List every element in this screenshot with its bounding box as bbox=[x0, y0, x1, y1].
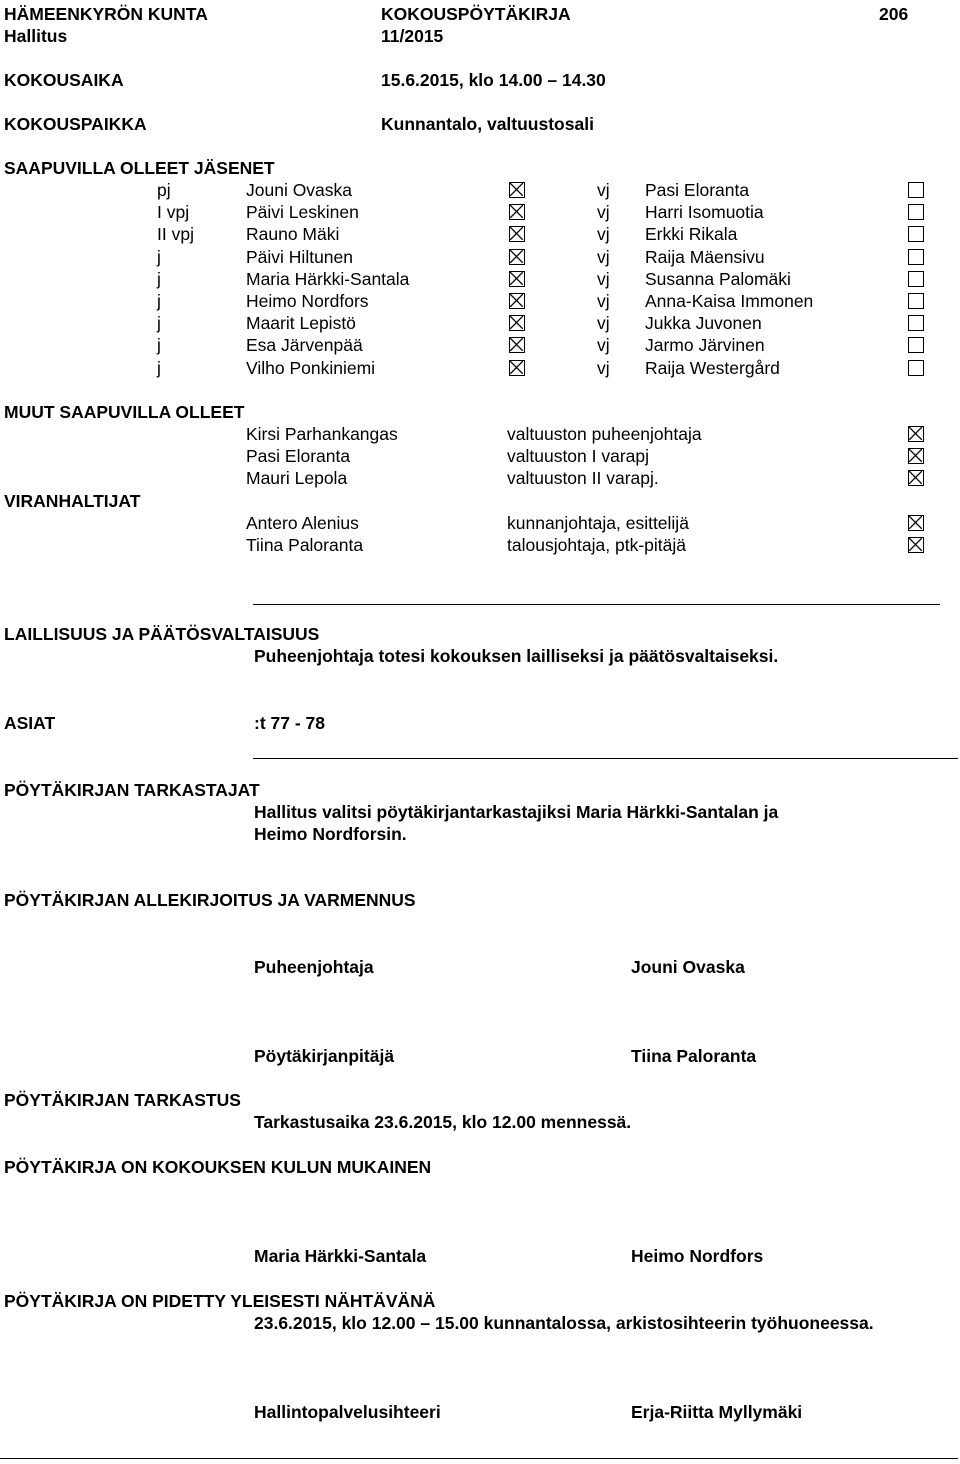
meeting-place-label: KOKOUSPAIKKA bbox=[4, 114, 147, 134]
deputy-name: Raija Mäensivu bbox=[645, 246, 765, 267]
deputy-name: Jukka Juvonen bbox=[645, 313, 762, 334]
member-present-checked-checkbox[interactable] bbox=[509, 337, 525, 353]
deputy-role: vj bbox=[597, 246, 610, 267]
deputy-present-checkbox[interactable] bbox=[908, 182, 924, 198]
official-name: Tiina Paloranta bbox=[246, 535, 364, 556]
deputy-name: Pasi Eloranta bbox=[645, 180, 750, 200]
attendee-present-checkbox[interactable] bbox=[908, 470, 924, 486]
member-role: j bbox=[157, 357, 161, 378]
legality-heading: LAILLISUUS JA PÄÄTÖSVALTAISUUS bbox=[4, 624, 320, 644]
public-heading: PÖYTÄKIRJA ON PIDETTY YLEISESTI NÄHTÄVÄNÄ bbox=[4, 1291, 436, 1311]
member-name: Rauno Mäki bbox=[246, 224, 340, 245]
review-heading: PÖYTÄKIRJAN TARKASTUS bbox=[4, 1090, 241, 1110]
member-role: II vpj bbox=[157, 224, 194, 245]
deputy-role: vj bbox=[597, 224, 610, 245]
divider-line bbox=[253, 758, 958, 759]
member-role: j bbox=[157, 335, 161, 356]
member-name: Maria Härkki-Santala bbox=[246, 268, 410, 289]
signatures-heading: PÖYTÄKIRJAN ALLEKIRJOITUS JA VARMENNUS bbox=[4, 890, 416, 910]
member-present-checked-checkbox[interactable] bbox=[509, 249, 525, 265]
deputy-present-checkbox[interactable] bbox=[908, 226, 924, 242]
deputy-role: vj bbox=[597, 180, 610, 200]
member-name: Esa Järvenpää bbox=[246, 335, 363, 356]
member-present-checked-checkbox[interactable] bbox=[509, 182, 525, 198]
public-text: 23.6.2015, klo 12.00 – 15.00 kunnantalossa, arkistosihteerin työhuoneessa. bbox=[254, 1313, 874, 1333]
member-present-checked-checkbox[interactable] bbox=[509, 204, 525, 220]
public-signer-title: Hallintopalvelusihteeri bbox=[254, 1402, 441, 1422]
divider-line bbox=[0, 1458, 958, 1459]
deputy-name: Harri Isomuotia bbox=[645, 202, 764, 223]
member-role: j bbox=[157, 246, 161, 267]
deputy-role: vj bbox=[597, 313, 610, 334]
official-title: talousjohtaja, ptk-pitäjä bbox=[507, 535, 686, 556]
inspectors-heading: PÖYTÄKIRJAN TARKASTAJAT bbox=[4, 780, 260, 800]
deputy-present-checkbox[interactable] bbox=[908, 204, 924, 220]
meeting-time-value: 15.6.2015, klo 14.00 – 14.30 bbox=[381, 70, 606, 90]
legality-text: Puheenjohtaja totesi kokouksen lailliseksi ja päätösvaltaiseksi. bbox=[254, 646, 779, 666]
chair-name: Jouni Ovaska bbox=[631, 957, 745, 977]
deputy-present-checkbox[interactable] bbox=[908, 337, 924, 353]
official-title: kunnanjohtaja, esittelijä bbox=[507, 513, 689, 533]
chair-label: Puheenjohtaja bbox=[254, 957, 374, 977]
member-name: Heimo Nordfors bbox=[246, 291, 369, 311]
deputy-role: vj bbox=[597, 268, 610, 289]
member-present-checked-checkbox[interactable] bbox=[509, 226, 525, 242]
deputy-role: vj bbox=[597, 357, 610, 378]
document-type: KOKOUSPÖYTÄKIRJA bbox=[381, 4, 571, 24]
review-text: Tarkastusaika 23.6.2015, klo 12.00 mennessä. bbox=[254, 1112, 632, 1132]
correct-signer-1: Maria Härkki-Santala bbox=[254, 1246, 427, 1266]
deputy-name: Anna-Kaisa Immonen bbox=[645, 291, 814, 311]
others-heading: MUUT SAAPUVILLA OLLEET bbox=[4, 402, 245, 422]
attendee-title: valtuuston I varapj bbox=[507, 446, 650, 467]
inspectors-text-line1: Hallitus valitsi pöytäkirjantarkastajiksi Maria Härkki-Santalan ja bbox=[254, 802, 779, 822]
deputy-name: Erkki Rikala bbox=[645, 224, 738, 245]
deputy-role: vj bbox=[597, 335, 610, 356]
inspectors-text-line2: Heimo Nordforsin. bbox=[254, 824, 407, 844]
deputy-name: Jarmo Järvinen bbox=[645, 335, 765, 356]
attendee-name: Kirsi Parhankangas bbox=[246, 424, 398, 444]
member-present-checked-checkbox[interactable] bbox=[509, 360, 525, 376]
issue-number: 11/2015 bbox=[381, 26, 444, 46]
member-name: Maarit Lepistö bbox=[246, 313, 356, 334]
officials-heading: VIRANHALTIJAT bbox=[4, 491, 141, 511]
member-role: pj bbox=[157, 180, 171, 200]
deputy-present-checkbox[interactable] bbox=[908, 249, 924, 265]
municipality-name: HÄMEENKYRÖN KUNTA bbox=[4, 4, 208, 24]
page-number: 206 bbox=[879, 4, 909, 24]
secretary-name: Tiina Paloranta bbox=[631, 1046, 757, 1066]
attendee-name: Mauri Lepola bbox=[246, 468, 348, 489]
member-role: j bbox=[157, 313, 161, 334]
correct-heading: PÖYTÄKIRJA ON KOKOUKSEN KULUN MUKAINEN bbox=[4, 1157, 432, 1177]
member-name: Päivi Leskinen bbox=[246, 202, 359, 223]
official-present-checkbox[interactable] bbox=[908, 537, 924, 553]
official-name: Antero Alenius bbox=[246, 513, 359, 533]
deputy-present-checkbox[interactable] bbox=[908, 271, 924, 287]
correct-signer-2: Heimo Nordfors bbox=[631, 1246, 764, 1266]
member-role: j bbox=[157, 268, 161, 289]
deputy-role: vj bbox=[597, 202, 610, 223]
deputy-role: vj bbox=[597, 291, 610, 311]
public-signer-name: Erja-Riitta Myllymäki bbox=[631, 1402, 803, 1422]
attendee-title: valtuuston puheenjohtaja bbox=[507, 424, 702, 444]
member-present-checked-checkbox[interactable] bbox=[509, 315, 525, 331]
member-present-checked-checkbox[interactable] bbox=[509, 271, 525, 287]
meeting-place-value: Kunnantalo, valtuustosali bbox=[381, 114, 594, 134]
member-role: I vpj bbox=[157, 202, 190, 223]
attendee-present-checkbox[interactable] bbox=[908, 426, 924, 442]
member-name: Päivi Hiltunen bbox=[246, 246, 353, 267]
attendee-present-checkbox[interactable] bbox=[908, 448, 924, 464]
deputy-name: Raija Westergård bbox=[645, 357, 780, 378]
member-present-checked-checkbox[interactable] bbox=[509, 293, 525, 309]
member-name: Vilho Ponkiniemi bbox=[246, 357, 376, 378]
member-role: j bbox=[157, 291, 161, 311]
attendee-name: Pasi Eloranta bbox=[246, 446, 351, 467]
meeting-time-label: KOKOUSAIKA bbox=[4, 70, 124, 90]
member-name: Jouni Ovaska bbox=[246, 180, 353, 200]
governing-body: Hallitus bbox=[4, 26, 68, 46]
attendee-title: valtuuston II varapj. bbox=[507, 468, 659, 489]
official-present-checkbox[interactable] bbox=[908, 515, 924, 531]
deputy-present-checkbox[interactable] bbox=[908, 293, 924, 309]
items-label: ASIAT bbox=[4, 713, 56, 733]
deputy-present-checkbox[interactable] bbox=[908, 315, 924, 331]
items-value: :t 77 - 78 bbox=[254, 713, 325, 733]
members-heading: SAAPUVILLA OLLEET JÄSENET bbox=[4, 158, 275, 178]
deputy-present-checkbox[interactable] bbox=[908, 360, 924, 376]
deputy-name: Susanna Palomäki bbox=[645, 268, 791, 289]
divider-line bbox=[253, 604, 940, 605]
secretary-label: Pöytäkirjanpitäjä bbox=[254, 1046, 395, 1066]
